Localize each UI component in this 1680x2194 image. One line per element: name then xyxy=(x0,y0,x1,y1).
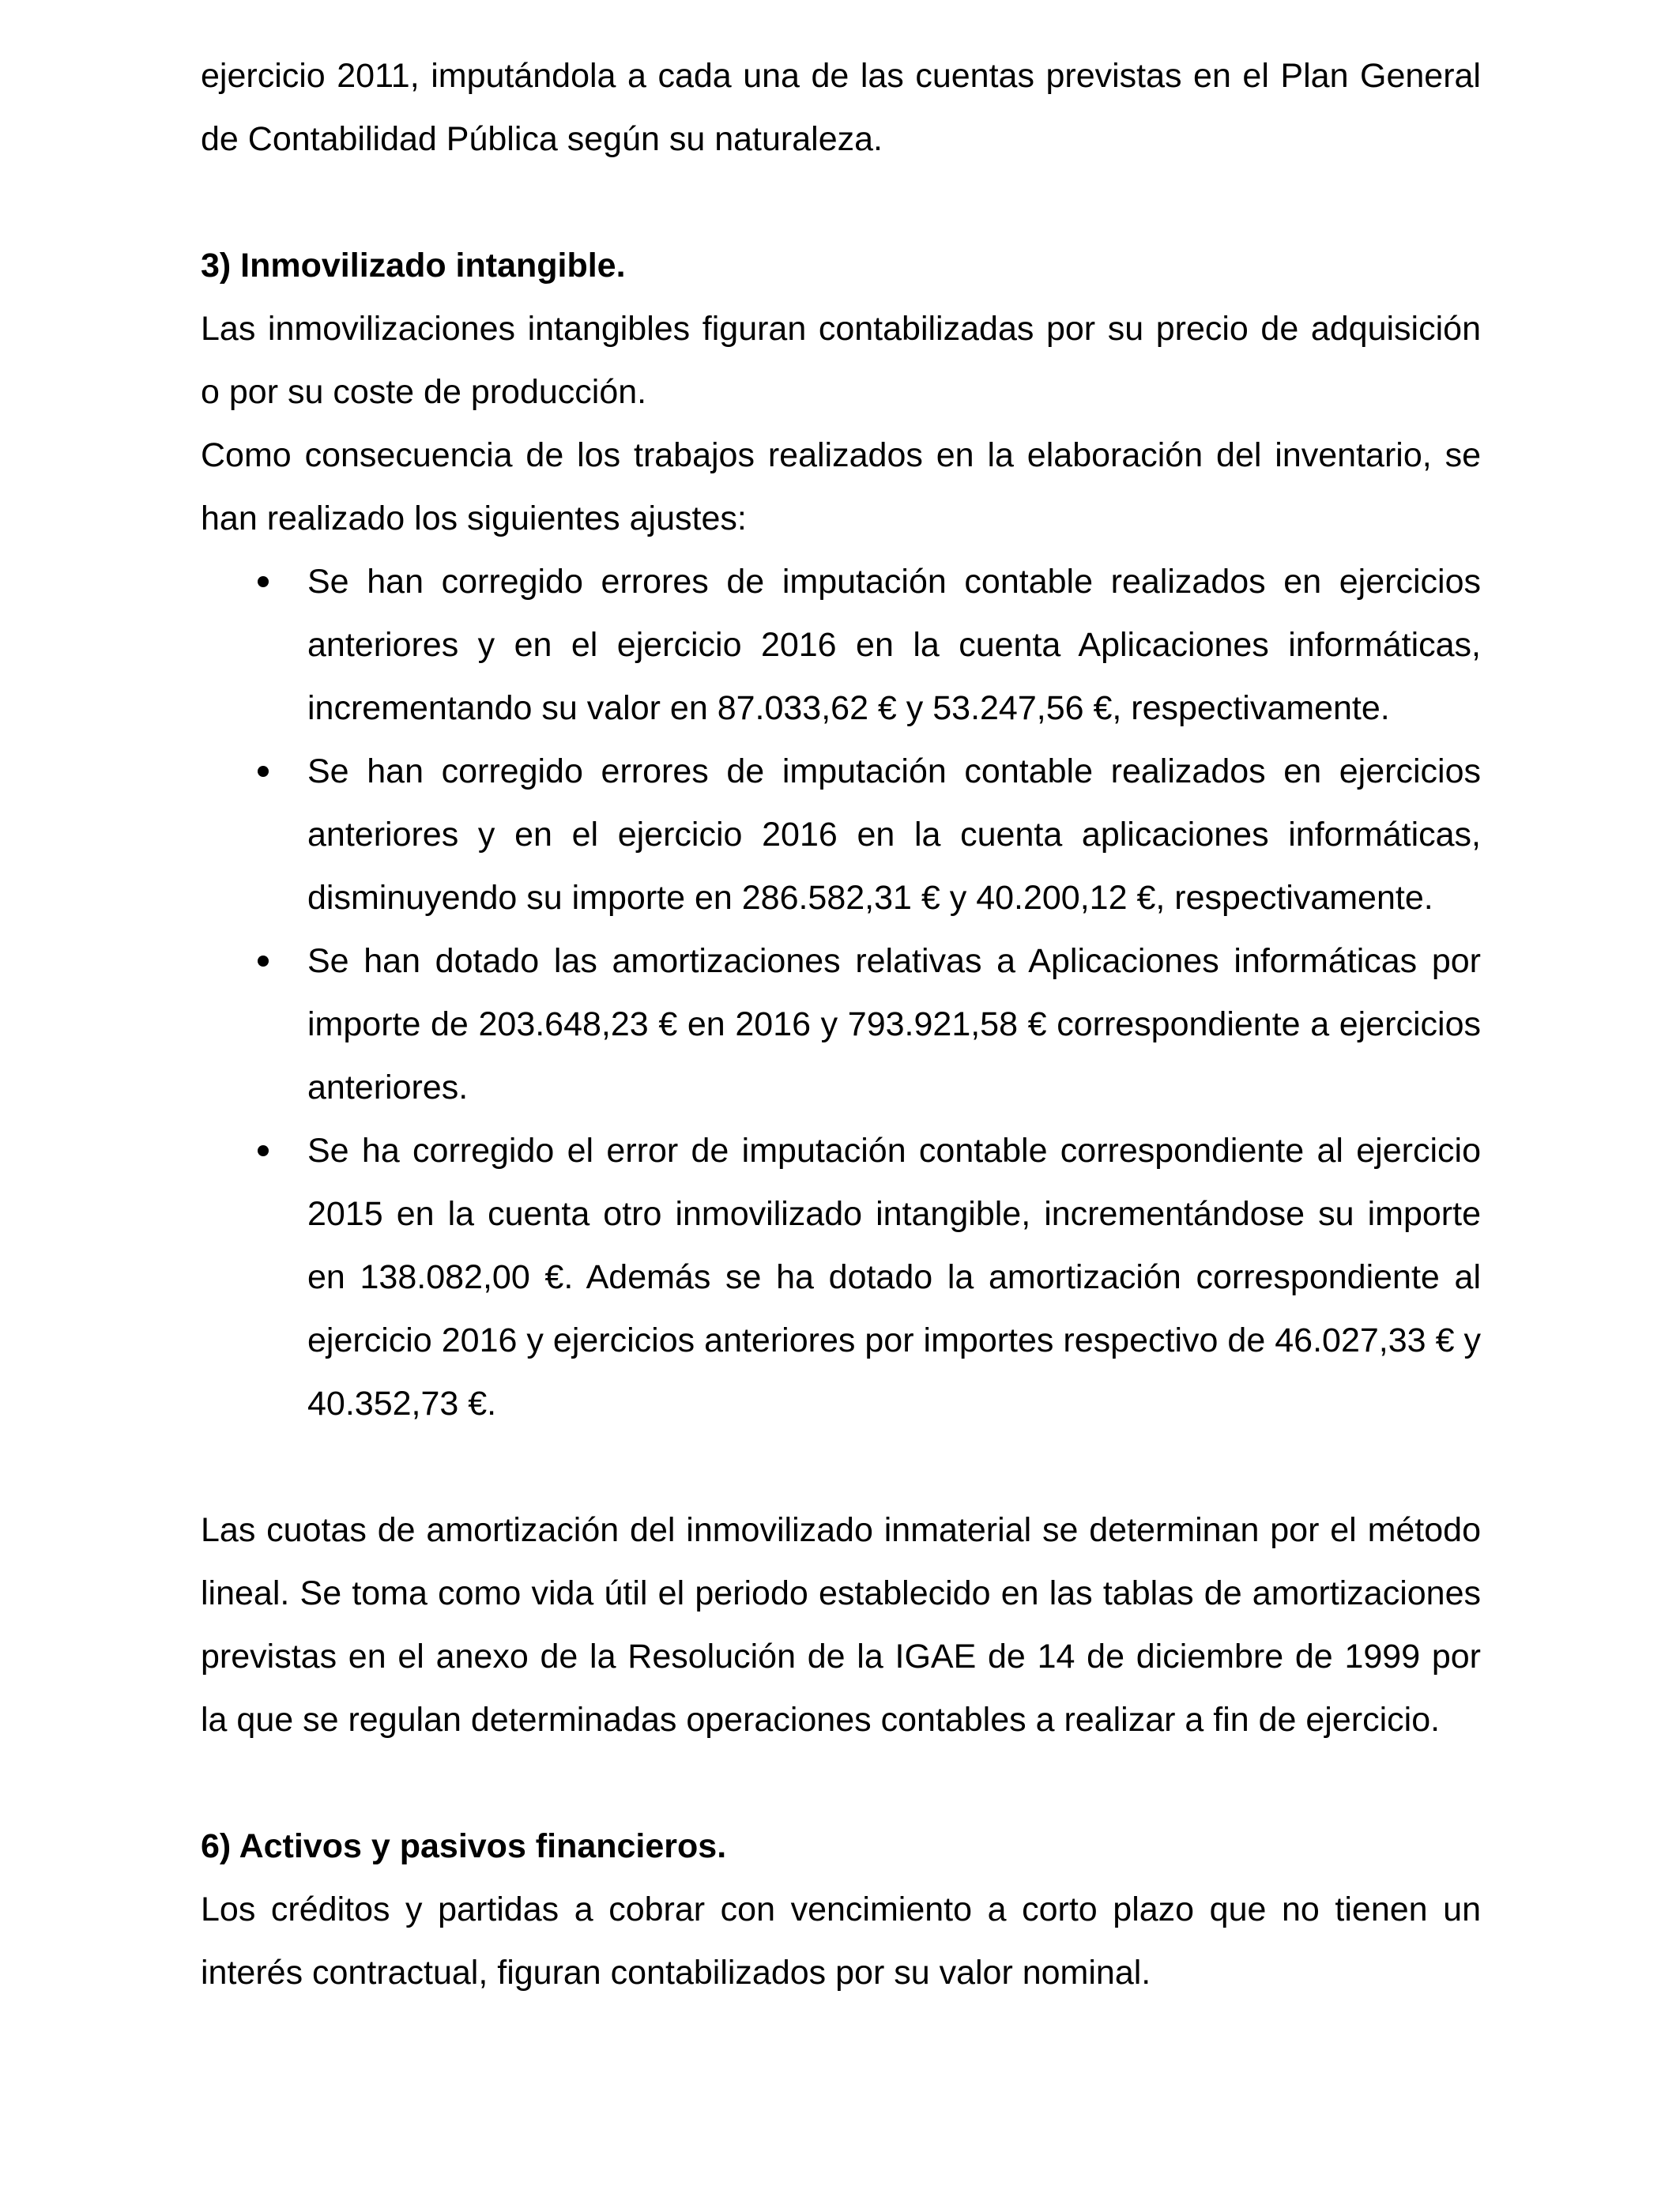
spacer xyxy=(201,1435,1481,1498)
section-3-paragraph-2: Como consecuencia de los trabajos realizados en la elaboración del inventario, se han realizado los siguientes ajustes: xyxy=(201,436,1481,537)
list-item-text: Se han corregido errores de imputación contable realizados en ejercicios anteriores y en el ejercicio 2016 en la cuenta Aplicaciones informáticas, incrementando su valor en 87.033,62 € y 53.247,56 €, respectivamente. xyxy=(307,563,1481,727)
intro-paragraph: ejercicio 2011, imputándola a cada una de las cuentas previstas en el Plan General de Contabilidad Pública según su naturaleza. xyxy=(201,57,1481,158)
bullet-icon xyxy=(258,956,269,967)
section-3-heading: 3) Inmovilizado intangible. xyxy=(201,247,626,285)
list-item xyxy=(201,929,1481,1119)
spacer xyxy=(201,171,1481,234)
list-item-text: Se han corregido errores de imputación contable realizados en ejercicios anteriores y en el ejercicio 2016 en la cuenta aplicaciones informáticas, disminuyendo su importe en 286.582,31 € y 40.200,12 €, respectivamente. xyxy=(307,752,1481,917)
list-item xyxy=(201,740,1481,929)
list-item xyxy=(201,1119,1481,1435)
list-item-text: Se han dotado las amortizaciones relativas a Aplicaciones informáticas por importe de 203.648,23 € en 2016 y 793.921,58 € correspondiente a ejercicios anteriores. xyxy=(307,942,1481,1106)
bullet-icon xyxy=(258,576,269,587)
bullet-icon xyxy=(258,766,269,777)
section-6-paragraph-1: Los créditos y partidas a cobrar con vencimiento a corto plazo que no tienen un interés contractual, figuran contabilizados por su valor nominal. xyxy=(201,1891,1481,1992)
spacer xyxy=(201,1751,1481,1815)
adjustments-list xyxy=(201,550,1481,1435)
list-item-text: Se ha corregido el error de imputación contable correspondiente al ejercicio 2015 en la cuenta otro inmovilizado intangible, incrementándose su importe en 138.082,00 €. Además se ha dotado la amortización correspondiente al ejercicio 2016 y ejercicios anteriores por importes respectivo de 46.027,33 € y 40.352,73 €. xyxy=(307,1132,1481,1423)
section-3-paragraph-3: Las cuotas de amortización del inmovilizado inmaterial se determinan por el método lineal. Se toma como vida útil el periodo establecido en las tablas de amortizaciones previstas en el anexo de la Resolución de la IGAE de 14 de diciembre de 1999 por la que se regulan determinadas operaciones contables a realizar a fin de ejercicio. xyxy=(201,1511,1481,1739)
section-6-heading: 6) Activos y pasivos financieros. xyxy=(201,1827,727,1865)
bullet-icon xyxy=(258,1145,269,1156)
list-item xyxy=(201,550,1481,740)
section-3-paragraph-1: Las inmovilizaciones intangibles figuran contabilizadas por su precio de adquisición o por su coste de producción. xyxy=(201,310,1481,411)
document-page xyxy=(201,44,1481,2004)
